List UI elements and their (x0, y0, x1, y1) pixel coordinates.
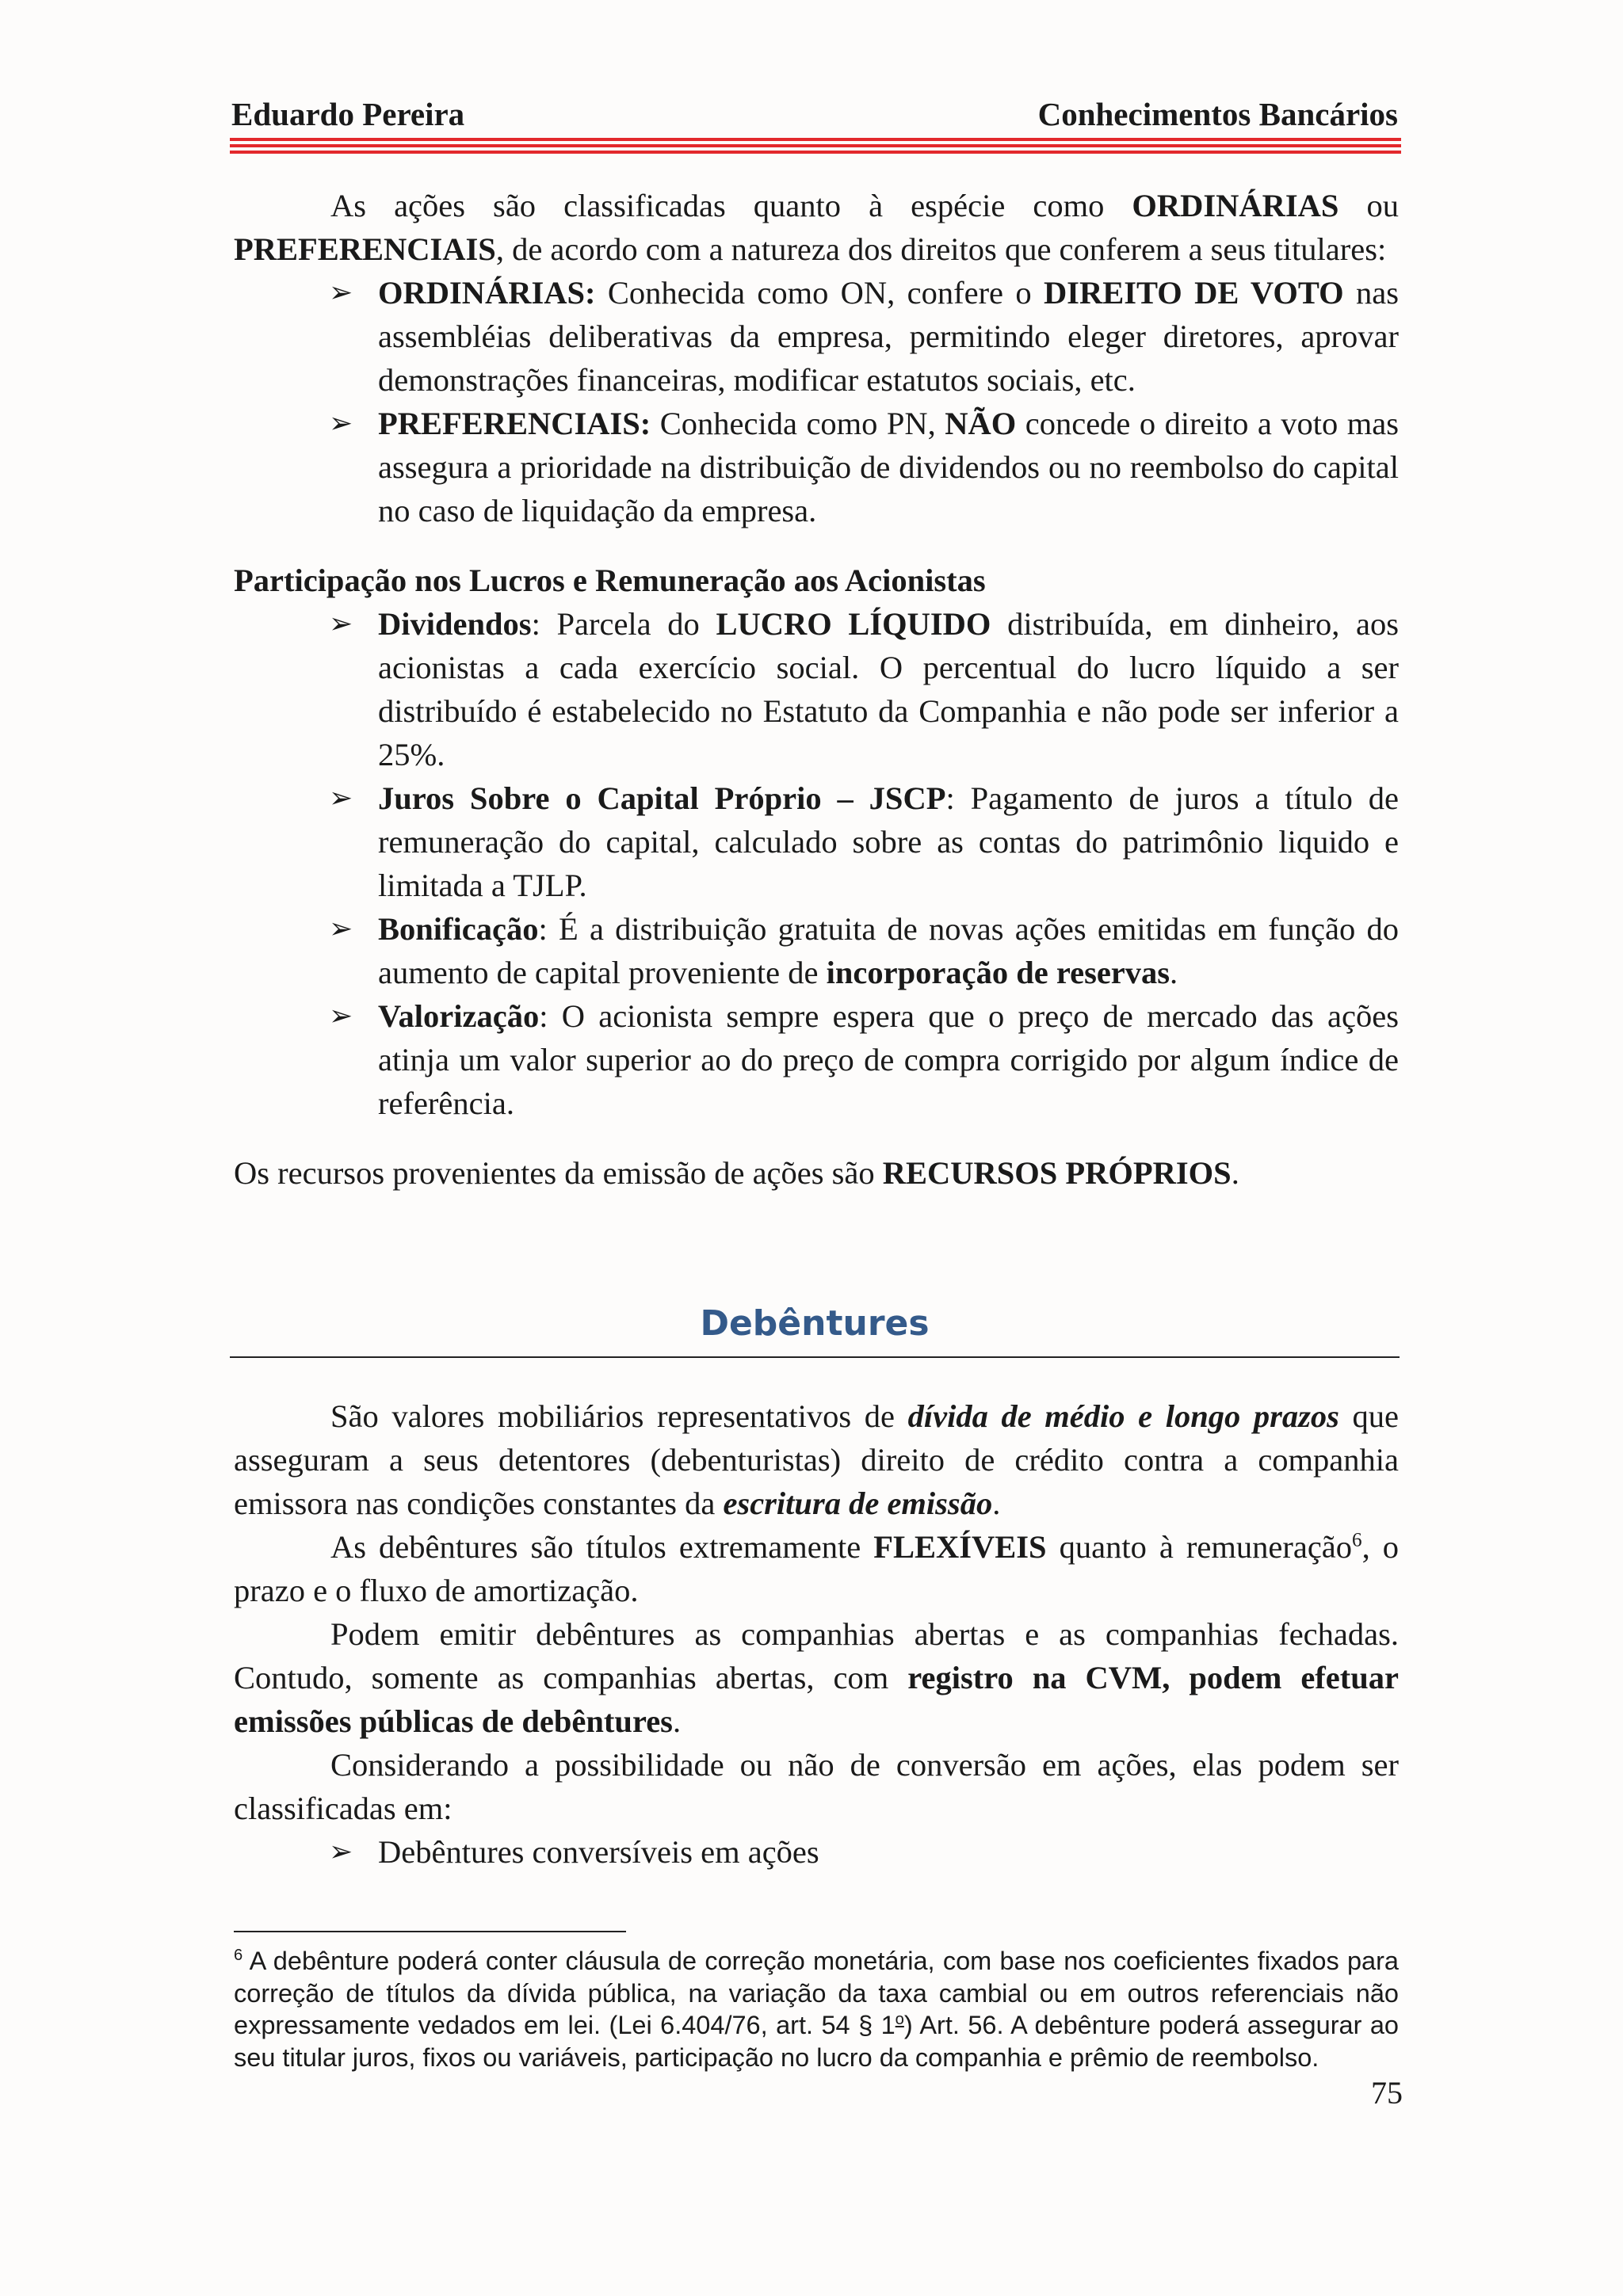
arrow-bullet-icon: ➢ (329, 277, 353, 309)
list-item: ➢ Valorização: O acionista sempre espera que o preço de mercado das ações atinja um valor superior ao do preço de compra corrigido por algum índice de referência. (378, 994, 1399, 1125)
share-types-list (234, 271, 1399, 532)
footnote-reference[interactable]: 6 (1352, 1529, 1362, 1551)
header-author: Eduardo Pereira (231, 96, 465, 132)
resources-paragraph: Os recursos provenientes da emissão de ações são RECURSOS PRÓPRIOS. (234, 1155, 1239, 1191)
arrow-bullet-icon: ➢ (329, 1000, 353, 1032)
paragraph: As debêntures são títulos extremamente FLEXÍVEIS quanto à remuneração$^6$, o prazo e o fluxo de amortização. (234, 1529, 1400, 1608)
arrow-bullet-icon: ➢ (329, 782, 353, 814)
footnote-rule (234, 1931, 626, 1932)
subheading: Participação nos Lucros e Remuneração aos Acionistas (234, 563, 986, 598)
body-text-actions (234, 184, 1399, 1195)
list-item: ➢ Dividendos: Parcela do LUCRO LÍQUIDO distribuída, em dinheiro, aos acionistas a cada exercício social. O percentual do lucro líquido a ser distribuído é estabelecido no Estatuto da Companhia e não pode ser inferior a 25%. (378, 602, 1399, 776)
body-text-debentures (234, 1394, 1399, 1874)
list-item: ➢ ORDINÁRIAS: Conhecida como ON, confere o DIREITO DE VOTO nas assembléias deliberativas da empresa, permitindo eleger diretores, aprovar demonstrações financeiras, modificar estatutos sociais, etc. (378, 271, 1399, 402)
paragraph: Considerando a possibilidade ou não de conversão em ações, elas podem ser classificadas em: (234, 1747, 1399, 1826)
list-item: ➢ Bonificação: É a distribuição gratuita de novas ações emitidas em função do aumento de capital proveniente de incorporação de reservas. (378, 907, 1399, 994)
footnote: $^6$ A debênture poderá conter cláusula de correção monetária, com base nos coeficientes fixados para correção de títulos da dívida pública, na variação da taxa cambial ou em outros referenciais não expressamente vedados em lei. (Lei 6.404/76, art. 54 § 1$^o$) Art. 56. A debênture poderá assegurar ao seu titular juros, fixos ou variáveis, participação no lucro da companhia e prêmio de reembolso. (234, 1947, 1399, 2072)
paragraph: Podem emitir debêntures as companhias abertas e as companhias fechadas. Contudo, somente as companhias abertas, com registro na CVM, podem efetuar emissões públicas de debêntures. (234, 1616, 1399, 1739)
list-item: ➢ Debêntures conversíveis em ações (378, 1830, 1399, 1874)
section-rule (230, 1356, 1400, 1358)
arrow-bullet-icon: ➢ (329, 913, 353, 945)
arrow-bullet-icon: ➢ (329, 407, 353, 440)
debenture-types-list (234, 1830, 1399, 1874)
header-rule (230, 138, 1401, 155)
list-item: ➢ PREFERENCIAIS: Conhecida como PN, NÃO concede o direito a voto mas assegura a prioridade na distribuição de dividendos ou no reembolso do capital no caso de liquidação da empresa. (378, 402, 1399, 532)
section-title: Debêntures (700, 1303, 930, 1344)
list-item: ➢ Juros Sobre o Capital Próprio – JSCP: Pagamento de juros a título de remuneração do capital, calculado sobre as contas do patrimônio liquido e limitada a TJLP. (378, 776, 1399, 907)
arrow-bullet-icon: ➢ (329, 1836, 353, 1868)
participation-list (234, 602, 1399, 1125)
page-number: 75 (1371, 2075, 1403, 2111)
page-header (231, 95, 1398, 133)
intro-paragraph: As ações são classificadas quanto à espécie como ORDINÁRIAS ou PREFERENCIAIS, de acordo com a natureza dos direitos que conferem a seus titulares: (234, 188, 1399, 267)
header-subject: Conhecimentos Bancários (1037, 96, 1398, 132)
arrow-bullet-icon: ➢ (329, 608, 353, 640)
paragraph: São valores mobiliários representativos de dívida de médio e longo prazos que asseguram a seus detentores (debenturistas) direito de crédito contra a companhia emissora nas condições constantes da escritura de emissão. (234, 1398, 1399, 1521)
